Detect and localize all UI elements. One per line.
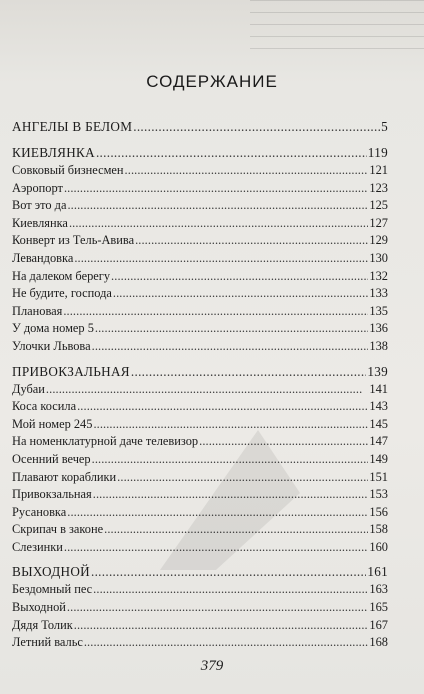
toc-entry <box>12 486 388 504</box>
toc-heading-label: АНГЕЛЫ В БЕЛОМ <box>12 119 133 134</box>
toc-heading-label: КИЕВЛЯНКА <box>12 145 95 160</box>
leader-dots <box>64 539 369 557</box>
leader-dots <box>104 521 368 539</box>
leader-dots <box>199 433 368 451</box>
toc-entry <box>12 521 388 539</box>
toc-heading-page: 5 <box>381 119 388 134</box>
toc-entry <box>12 469 388 487</box>
leader-dots <box>91 562 366 581</box>
leader-dots <box>92 451 369 469</box>
toc-section-heading <box>12 117 388 136</box>
leader-dots <box>67 197 368 215</box>
page-number: 379 <box>200 658 224 674</box>
toc-entry <box>12 617 388 635</box>
toc-entry-label: На номенклатурной даче телевизор <box>12 434 199 449</box>
toc-entry-label: Привокзальная <box>12 487 92 502</box>
toc-entry-page: 143 <box>369 399 388 414</box>
leader-dots <box>74 617 369 635</box>
toc-entry <box>12 634 388 652</box>
toc-entry <box>12 504 388 522</box>
toc-entry <box>12 162 388 180</box>
leader-dots <box>77 398 368 416</box>
toc-entry <box>12 320 388 338</box>
toc-entry-page: 145 <box>369 416 388 431</box>
leader-dots <box>67 599 368 617</box>
toc-entry-label: Выходной <box>12 600 66 615</box>
leader-dots <box>92 338 369 356</box>
toc-entry-page: 135 <box>369 303 388 318</box>
leader-dots <box>63 303 368 321</box>
toc-entry-page: 123 <box>369 180 388 195</box>
toc-entry <box>12 539 388 557</box>
leader-dots <box>113 285 369 303</box>
toc-heading-page: 161 <box>367 564 388 580</box>
toc-entry <box>12 416 388 434</box>
toc-entry <box>12 197 388 215</box>
toc-entry <box>12 398 388 416</box>
toc-section-kievlyanka <box>12 143 388 356</box>
toc-entry-label: Осенний вечер <box>12 451 91 466</box>
show-through-text <box>250 0 424 60</box>
toc-entry-page: 151 <box>369 469 388 484</box>
toc-heading-page: 119 <box>367 145 388 160</box>
toc-entry-label: Дядя Толик <box>12 617 73 632</box>
toc-entry-page: 149 <box>369 451 388 466</box>
toc-entry-label: Летний вальс <box>12 635 83 650</box>
toc-entry-page: 138 <box>369 338 388 353</box>
toc-entry-page: 156 <box>369 504 388 519</box>
toc-entry <box>12 180 388 198</box>
toc-entry <box>12 451 388 469</box>
toc-entry-page: 147 <box>369 434 388 449</box>
toc-entry-label: Коса косила <box>12 399 77 414</box>
toc-entry-page: 163 <box>369 582 388 597</box>
toc-entry-label: Аэропорт <box>12 180 63 195</box>
toc-entry-label: У дома номер 5 <box>12 321 94 336</box>
toc-entry-label: Плановая <box>12 303 63 318</box>
toc-entry <box>12 581 388 599</box>
toc-entry-page: 165 <box>369 600 388 615</box>
leader-dots <box>69 215 368 233</box>
toc-entry <box>12 232 388 250</box>
leader-dots <box>46 381 368 399</box>
toc-entry-label: Мой номер 245 <box>12 416 93 431</box>
toc-entry-page: 129 <box>369 233 388 248</box>
toc-entry <box>12 250 388 268</box>
toc-section-angels <box>12 117 388 136</box>
toc-entry-page: 160 <box>369 539 388 554</box>
leader-dots <box>135 232 368 250</box>
leader-dots <box>84 634 369 652</box>
toc-entry-label: Плавают кораблики <box>12 469 117 484</box>
toc-section-heading <box>12 143 388 162</box>
toc-entry <box>12 599 388 617</box>
toc-entry <box>12 303 388 321</box>
toc-entry-label: Слезинки <box>12 539 63 554</box>
leader-dots <box>95 320 369 338</box>
toc-entry <box>12 381 388 399</box>
toc-section-vykhodnoy <box>12 562 388 651</box>
toc-entry-label: Совковый бизнесмен <box>12 163 124 177</box>
leader-dots <box>64 180 368 198</box>
toc-section-heading <box>12 562 388 581</box>
toc-entry <box>12 338 388 356</box>
toc-entry-page: 127 <box>369 215 388 230</box>
toc-entry-label: Улочки Львова <box>12 338 91 353</box>
toc-entry-page: 168 <box>369 635 388 650</box>
leader-dots <box>133 117 380 136</box>
leader-dots <box>117 469 368 487</box>
toc-heading-label: ВЫХОДНОЙ <box>12 564 90 580</box>
toc-entry-label: Конверт из Тель-Авива <box>12 233 135 248</box>
toc-heading-page: 139 <box>367 363 388 379</box>
toc-entry-page: 141 <box>369 381 388 396</box>
leader-dots <box>74 250 368 268</box>
leader-dots <box>93 416 368 434</box>
toc-section-heading <box>12 362 388 381</box>
toc-heading-label: ПРИВОКЗАЛЬНАЯ <box>12 363 130 379</box>
leader-dots <box>67 504 368 522</box>
toc-entry-label: На далеком берегу <box>12 268 111 283</box>
toc-entry <box>12 433 388 451</box>
toc-entry-page: 153 <box>369 487 388 502</box>
toc-entry-label: Вот это да <box>12 198 67 213</box>
toc-entry-page: 136 <box>369 321 388 336</box>
toc-section-privokzalnaya <box>12 362 388 557</box>
toc-entry-page: 121 <box>369 163 388 177</box>
leader-dots <box>96 143 367 162</box>
table-of-contents <box>12 117 388 658</box>
toc-entry-label: Дубаи <box>12 381 45 396</box>
toc-entry-page: 158 <box>369 522 388 537</box>
toc-entry <box>12 285 388 303</box>
page-title: СОДЕРЖАНИЕ <box>146 72 278 91</box>
toc-entry-label: Бездомный пес <box>12 582 93 597</box>
toc-entry-page: 130 <box>369 250 388 265</box>
toc-entry-label: Скрипач в законе <box>12 522 104 537</box>
leader-dots <box>125 162 369 180</box>
toc-entry <box>12 215 388 233</box>
toc-entry <box>12 268 388 286</box>
toc-entry-label: Не будите, господа <box>12 286 112 301</box>
toc-entry-page: 167 <box>369 617 388 632</box>
toc-entry-page: 132 <box>369 268 388 283</box>
leader-dots <box>131 362 366 381</box>
toc-entry-label: Киевлянка <box>12 215 68 230</box>
leader-dots <box>93 581 368 599</box>
toc-entry-page: 125 <box>369 198 388 213</box>
toc-entry-page: 133 <box>369 286 388 301</box>
toc-entry-label: Левандовка <box>12 250 74 265</box>
toc-entry-label: Русановка <box>12 504 67 519</box>
leader-dots <box>93 486 369 504</box>
leader-dots <box>111 268 368 286</box>
